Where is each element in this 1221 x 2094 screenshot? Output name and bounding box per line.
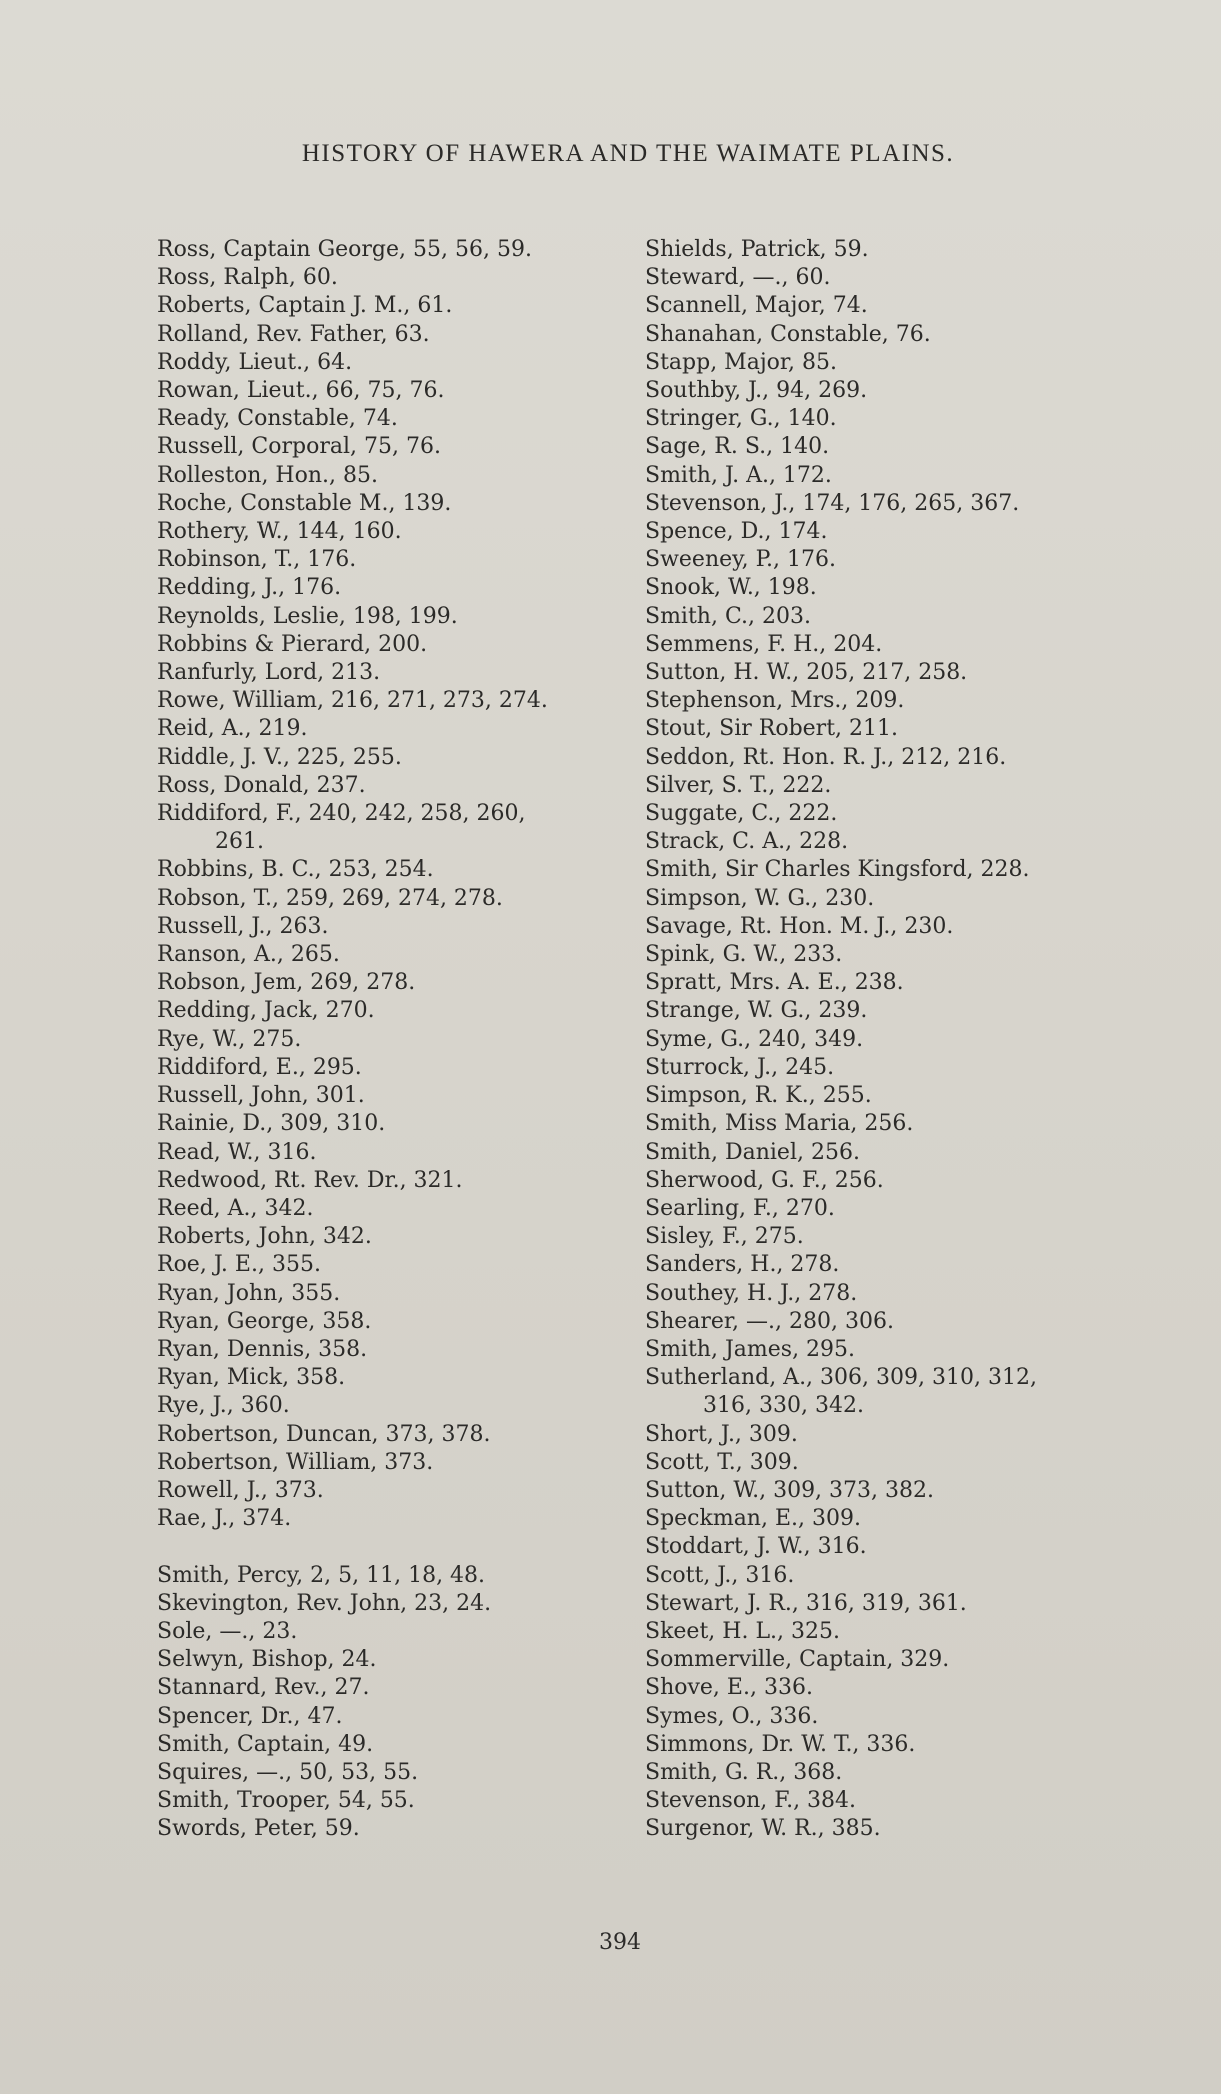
index-entry-text: Stout, Sir Robert, 211. bbox=[645, 716, 899, 742]
index-entry bbox=[645, 264, 1125, 292]
index-entry-text: Rowell, J., 373. bbox=[157, 1477, 324, 1503]
index-entry-text: Stevenson, F., 384. bbox=[645, 1788, 857, 1814]
index-entry bbox=[645, 1167, 1125, 1195]
index-entry bbox=[645, 462, 1125, 490]
index-entry bbox=[157, 913, 627, 941]
index-entry-text: Sanders, H., 278. bbox=[645, 1252, 840, 1278]
index-entry bbox=[157, 941, 627, 969]
index-entry bbox=[157, 1082, 627, 1110]
index-entry-text: Swords, Peter, 59. bbox=[157, 1816, 360, 1842]
index-entry bbox=[157, 1731, 627, 1759]
index-entry-text: Smith, Daniel, 256. bbox=[645, 1139, 860, 1165]
index-entry bbox=[157, 603, 627, 631]
index-entry-text: Smith, J. A., 172. bbox=[645, 462, 832, 488]
index-entry bbox=[645, 885, 1125, 913]
index-entry-text: Smith, James, 295. bbox=[645, 1336, 856, 1362]
index-entry bbox=[645, 1646, 1125, 1674]
index-entry bbox=[157, 462, 627, 490]
index-entry-text: Speckman, E., 309. bbox=[645, 1506, 861, 1532]
index-entry bbox=[645, 1674, 1125, 1702]
index-entry-text: Selwyn, Bishop, 24. bbox=[157, 1647, 377, 1673]
index-entry bbox=[645, 1195, 1125, 1223]
index-entry bbox=[645, 856, 1125, 884]
index-entry bbox=[645, 546, 1125, 574]
index-entry bbox=[157, 687, 627, 715]
index-entry-text: Smith, Trooper, 54, 55. bbox=[157, 1788, 415, 1814]
index-entry-text: Stapp, Major, 85. bbox=[645, 349, 837, 375]
index-entry-text: Spink, G. W., 233. bbox=[645, 942, 843, 968]
index-entry-text: Rolland, Rev. Father, 63. bbox=[157, 321, 430, 347]
section-gap bbox=[157, 1533, 627, 1561]
index-entry-text: Ross, Donald, 237. bbox=[157, 772, 366, 798]
index-entry bbox=[157, 349, 627, 377]
index-entry-text: Ready, Constable, 74. bbox=[157, 406, 398, 432]
index-entry-text: Sweeney, P., 176. bbox=[645, 547, 836, 573]
index-entry-text: Semmens, F. H., 204. bbox=[645, 631, 883, 657]
index-entry-text: Sole, —., 23. bbox=[157, 1618, 298, 1644]
index-entry bbox=[645, 1505, 1125, 1533]
index-entry-text: Robson, T., 259, 269, 274, 278. bbox=[157, 885, 503, 911]
index-entry bbox=[645, 631, 1125, 659]
index-entry-text: Stephenson, Mrs., 209. bbox=[645, 688, 905, 714]
index-column-left bbox=[157, 236, 627, 1844]
index-entry bbox=[645, 1533, 1125, 1561]
index-entry-text: Spratt, Mrs. A. E., 238. bbox=[645, 970, 904, 996]
index-entry-text: Savage, Rt. Hon. M. J., 230. bbox=[645, 913, 954, 939]
index-entry bbox=[645, 1590, 1125, 1618]
index-entry-text: Strange, W. G., 239. bbox=[645, 998, 868, 1024]
index-entry bbox=[645, 1449, 1125, 1477]
index-entry-text: Silver, S. T., 222. bbox=[645, 772, 832, 798]
index-entry-continuation: 316, 330, 342. bbox=[703, 1393, 864, 1419]
index-entry bbox=[645, 1110, 1125, 1138]
index-entry-text: Shearer, —., 280, 306. bbox=[645, 1308, 894, 1334]
index-entry bbox=[157, 1505, 627, 1533]
index-entry bbox=[645, 1223, 1125, 1251]
index-column-right bbox=[645, 236, 1125, 1844]
index-entry bbox=[157, 1421, 627, 1449]
index-entry-text: Stoddart, J. W., 316. bbox=[645, 1534, 867, 1560]
index-entry-text: Russell, Corporal, 75, 76. bbox=[157, 434, 441, 460]
index-entry-text: Strack, C. A., 228. bbox=[645, 829, 849, 855]
index-entry bbox=[157, 1280, 627, 1308]
index-entry-text: Russell, John, 301. bbox=[157, 1083, 365, 1109]
index-entry-text: Rowe, William, 216, 271, 273, 274. bbox=[157, 688, 548, 714]
index-entry bbox=[157, 321, 627, 349]
index-entry bbox=[645, 574, 1125, 602]
index-entry-text: Robbins & Pierard, 200. bbox=[157, 631, 428, 657]
index-entry-text: Snook, W., 198. bbox=[645, 575, 817, 601]
index-entry-text: Short, J., 309. bbox=[645, 1421, 798, 1447]
index-entry bbox=[645, 236, 1125, 264]
index-entry-text: Robson, Jem, 269, 278. bbox=[157, 970, 416, 996]
index-entry-text: Seddon, Rt. Hon. R. J., 212, 216. bbox=[645, 744, 1007, 770]
index-entry bbox=[645, 405, 1125, 433]
index-entry-text: Rowan, Lieut., 66, 75, 76. bbox=[157, 378, 445, 404]
index-entry bbox=[645, 1787, 1125, 1815]
index-entry bbox=[157, 1251, 627, 1279]
index-entry-text: Smith, C., 203. bbox=[645, 603, 811, 629]
index-entry bbox=[157, 1167, 627, 1195]
index-entry-text: Ranson, A., 265. bbox=[157, 942, 340, 968]
index-entry-text: Russell, J., 263. bbox=[157, 913, 329, 939]
index-entry-text: Stringer, G., 140. bbox=[645, 406, 837, 432]
index-entry-text: Searling, F., 270. bbox=[645, 1195, 835, 1221]
index-entry bbox=[645, 292, 1125, 320]
index-entry-text: Ryan, Dennis, 358. bbox=[157, 1336, 368, 1362]
index-entry-text: Shove, E., 336. bbox=[645, 1675, 813, 1701]
index-entry-text: Skeet, H. L., 325. bbox=[645, 1618, 841, 1644]
index-entry-text: Robertson, Duncan, 373, 378. bbox=[157, 1421, 491, 1447]
index-entry bbox=[645, 321, 1125, 349]
index-entry-text: Stewart, J. R., 316, 319, 361. bbox=[645, 1590, 967, 1616]
index-entry bbox=[157, 1618, 627, 1646]
index-entry-text: Smith, G. R., 368. bbox=[645, 1759, 843, 1785]
index-entry bbox=[645, 349, 1125, 377]
index-entry-text: Rothery, W., 144, 160. bbox=[157, 519, 402, 545]
index-entry bbox=[645, 490, 1125, 518]
index-entry-text: Ross, Ralph, 60. bbox=[157, 265, 338, 291]
index-entry-text: Sutton, W., 309, 373, 382. bbox=[645, 1477, 935, 1503]
index-entry-text: Roche, Constable M., 139. bbox=[157, 490, 452, 516]
index-entry bbox=[157, 490, 627, 518]
index-entry bbox=[645, 1336, 1125, 1364]
index-entry-text: Sutton, H. W., 205, 217, 258. bbox=[645, 660, 968, 686]
index-entry bbox=[157, 1336, 627, 1364]
index-entry bbox=[645, 1618, 1125, 1646]
index-entry-text: Steward, —., 60. bbox=[645, 265, 831, 291]
index-entry bbox=[157, 1815, 627, 1843]
index-entry bbox=[645, 659, 1125, 687]
index-entry-text: Smith, Percy, 2, 5, 11, 18, 48. bbox=[157, 1562, 486, 1588]
index-entry bbox=[157, 1110, 627, 1138]
index-entry-text: Sage, R. S., 140. bbox=[645, 434, 830, 460]
index-entry bbox=[157, 433, 627, 461]
running-head: HISTORY OF HAWERA AND THE WAIMATE PLAINS. bbox=[301, 140, 955, 167]
index-entry-text: Roe, J. E., 355. bbox=[157, 1252, 321, 1278]
index-entry bbox=[157, 800, 627, 856]
index-entry bbox=[157, 236, 627, 264]
index-entry-text: Rolleston, Hon., 85. bbox=[157, 462, 378, 488]
index-entry-text: Robbins, B. C., 253, 254. bbox=[157, 857, 434, 883]
index-entry bbox=[157, 546, 627, 574]
index-entry-text: Southey, H. J., 278. bbox=[645, 1280, 858, 1306]
index-entry bbox=[157, 1139, 627, 1167]
index-entry-text: Smith, Miss Maria, 256. bbox=[645, 1111, 914, 1137]
index-entry bbox=[645, 715, 1125, 743]
index-entry bbox=[645, 1364, 1125, 1420]
index-entry-text: Ryan, John, 355. bbox=[157, 1280, 341, 1306]
index-entry-text: Riddiford, E., 295. bbox=[157, 1054, 362, 1080]
index-entry-text: Suggate, C., 222. bbox=[645, 801, 838, 827]
index-entry bbox=[645, 377, 1125, 405]
index-entry-text: Rye, W., 275. bbox=[157, 1026, 302, 1052]
index-entry bbox=[157, 1590, 627, 1618]
index-entry bbox=[645, 518, 1125, 546]
index-entry bbox=[157, 856, 627, 884]
index-entry-text: Read, W., 316. bbox=[157, 1139, 317, 1165]
index-entry-text: Sisley, F., 275. bbox=[645, 1224, 804, 1250]
index-entry bbox=[157, 969, 627, 997]
index-entry-text: Simpson, W. G., 230. bbox=[645, 885, 875, 911]
index-entry-text: Redwood, Rt. Rev. Dr., 321. bbox=[157, 1167, 463, 1193]
index-entry bbox=[645, 1054, 1125, 1082]
index-entry-text: Spence, D., 174. bbox=[645, 519, 828, 545]
index-entry bbox=[645, 1139, 1125, 1167]
index-entry bbox=[645, 1703, 1125, 1731]
index-entry bbox=[157, 715, 627, 743]
index-entry bbox=[157, 1703, 627, 1731]
index-entry-text: Ryan, George, 358. bbox=[157, 1308, 372, 1334]
index-entry bbox=[157, 659, 627, 687]
index-entry bbox=[157, 1787, 627, 1815]
index-entry bbox=[645, 1477, 1125, 1505]
index-entry-text: Redding, Jack, 270. bbox=[157, 998, 375, 1024]
index-entry-text: Rainie, D., 309, 310. bbox=[157, 1111, 386, 1137]
index-entry-text: Rye, J., 360. bbox=[157, 1393, 290, 1419]
index-entry-text: Rae, J., 374. bbox=[157, 1506, 292, 1532]
index-entry bbox=[157, 292, 627, 320]
index-entry bbox=[645, 1251, 1125, 1279]
index-entry bbox=[645, 1759, 1125, 1787]
index-entry-text: Simmons, Dr. W. T., 336. bbox=[645, 1731, 916, 1757]
index-entry-text: Ross, Captain George, 55, 56, 59. bbox=[157, 237, 532, 262]
index-entry-text: Skevington, Rev. John, 23, 24. bbox=[157, 1590, 492, 1616]
index-entry bbox=[645, 1562, 1125, 1590]
index-entry bbox=[157, 377, 627, 405]
index-entry bbox=[157, 631, 627, 659]
page-number: 394 bbox=[599, 1930, 641, 1955]
index-entry-text: Spencer, Dr., 47. bbox=[157, 1703, 343, 1729]
index-entry bbox=[645, 603, 1125, 631]
index-entry bbox=[157, 1054, 627, 1082]
index-entry-text: Sommerville, Captain, 329. bbox=[645, 1647, 950, 1673]
index-entry-text: Riddle, J. V., 225, 255. bbox=[157, 744, 402, 770]
index-entry bbox=[645, 687, 1125, 715]
index-entry bbox=[645, 997, 1125, 1025]
index-entry-text: Stevenson, J., 174, 176, 265, 367. bbox=[645, 490, 1020, 516]
index-entry bbox=[157, 405, 627, 433]
index-entry-text: Riddiford, F., 240, 242, 258, 260, bbox=[157, 801, 526, 827]
index-entry-text: Ranfurly, Lord, 213. bbox=[157, 660, 381, 686]
index-entry-text: Sutherland, A., 306, 309, 310, 312, bbox=[645, 1365, 1037, 1391]
index-entry bbox=[645, 913, 1125, 941]
index-entry bbox=[157, 1223, 627, 1251]
index-entry bbox=[645, 1082, 1125, 1110]
index-entry bbox=[645, 433, 1125, 461]
index-entry bbox=[157, 744, 627, 772]
index-entry-text: Reed, A., 342. bbox=[157, 1195, 314, 1221]
index-entry-text: Shields, Patrick, 59. bbox=[645, 237, 869, 262]
index-entry bbox=[157, 1477, 627, 1505]
index-entry bbox=[645, 1815, 1125, 1843]
index-entry bbox=[645, 1421, 1125, 1449]
index-entry-text: Stannard, Rev., 27. bbox=[157, 1675, 370, 1701]
index-entry bbox=[157, 574, 627, 602]
index-entry bbox=[645, 828, 1125, 856]
index-entry bbox=[157, 772, 627, 800]
index-entry-text: Smith, Captain, 49. bbox=[157, 1731, 374, 1757]
index-entry bbox=[157, 264, 627, 292]
index-entry-text: Sturrock, J., 245. bbox=[645, 1054, 835, 1080]
index-entry bbox=[645, 1026, 1125, 1054]
index-entry-text: Roberts, Captain J. M., 61. bbox=[157, 293, 453, 319]
index-entry bbox=[157, 1195, 627, 1223]
index-entry bbox=[645, 1280, 1125, 1308]
index-entry-text: Surgenor, W. R., 385. bbox=[645, 1816, 881, 1842]
index-entry-text: Symes, O., 336. bbox=[645, 1703, 819, 1729]
index-entry bbox=[645, 969, 1125, 997]
index-entry-text: Ryan, Mick, 358. bbox=[157, 1365, 346, 1391]
index-entry bbox=[157, 1364, 627, 1392]
index-entry bbox=[157, 1562, 627, 1590]
index-entry bbox=[645, 744, 1125, 772]
index-entry bbox=[645, 1308, 1125, 1336]
index-entry-text: Squires, —., 50, 53, 55. bbox=[157, 1759, 419, 1785]
index-entry bbox=[157, 997, 627, 1025]
index-entry bbox=[157, 1026, 627, 1054]
index-entry bbox=[645, 941, 1125, 969]
index-entry bbox=[157, 1759, 627, 1787]
index-entry bbox=[157, 518, 627, 546]
index-entry-text: Redding, J., 176. bbox=[157, 575, 342, 601]
index-entry-text: Roddy, Lieut., 64. bbox=[157, 349, 353, 375]
index-entry-text: Syme, G., 240, 349. bbox=[645, 1026, 864, 1052]
index-entry-text: Scannell, Major, 74. bbox=[645, 293, 868, 319]
index-entry-text: Robertson, William, 373. bbox=[157, 1449, 434, 1475]
index-entry bbox=[157, 1308, 627, 1336]
index-entry-text: Scott, J., 316. bbox=[645, 1562, 795, 1588]
index-entry-text: Simpson, R. K., 255. bbox=[645, 1083, 872, 1109]
index-entry-text: Reynolds, Leslie, 198, 199. bbox=[157, 603, 458, 629]
index-entry-text: Smith, Sir Charles Kingsford, 228. bbox=[645, 857, 1030, 883]
index-entry bbox=[157, 1392, 627, 1420]
index-entry bbox=[645, 1731, 1125, 1759]
index-entry bbox=[645, 800, 1125, 828]
index-entry-text: Roberts, John, 342. bbox=[157, 1224, 372, 1250]
index-entry-text: Robinson, T., 176. bbox=[157, 547, 357, 573]
index-entry bbox=[157, 1674, 627, 1702]
index-entry-text: Scott, T., 309. bbox=[645, 1449, 799, 1475]
index-entry bbox=[157, 1646, 627, 1674]
index-entry-text: Sherwood, G. F., 256. bbox=[645, 1167, 884, 1193]
index-entry-text: Southby, J., 94, 269. bbox=[645, 378, 868, 404]
index-entry bbox=[645, 772, 1125, 800]
index-entry-continuation: 261. bbox=[215, 829, 264, 855]
index-entry bbox=[157, 1449, 627, 1477]
index-entry bbox=[157, 885, 627, 913]
index-entry-text: Shanahan, Constable, 76. bbox=[645, 321, 931, 347]
index-entry-text: Reid, A., 219. bbox=[157, 716, 308, 742]
